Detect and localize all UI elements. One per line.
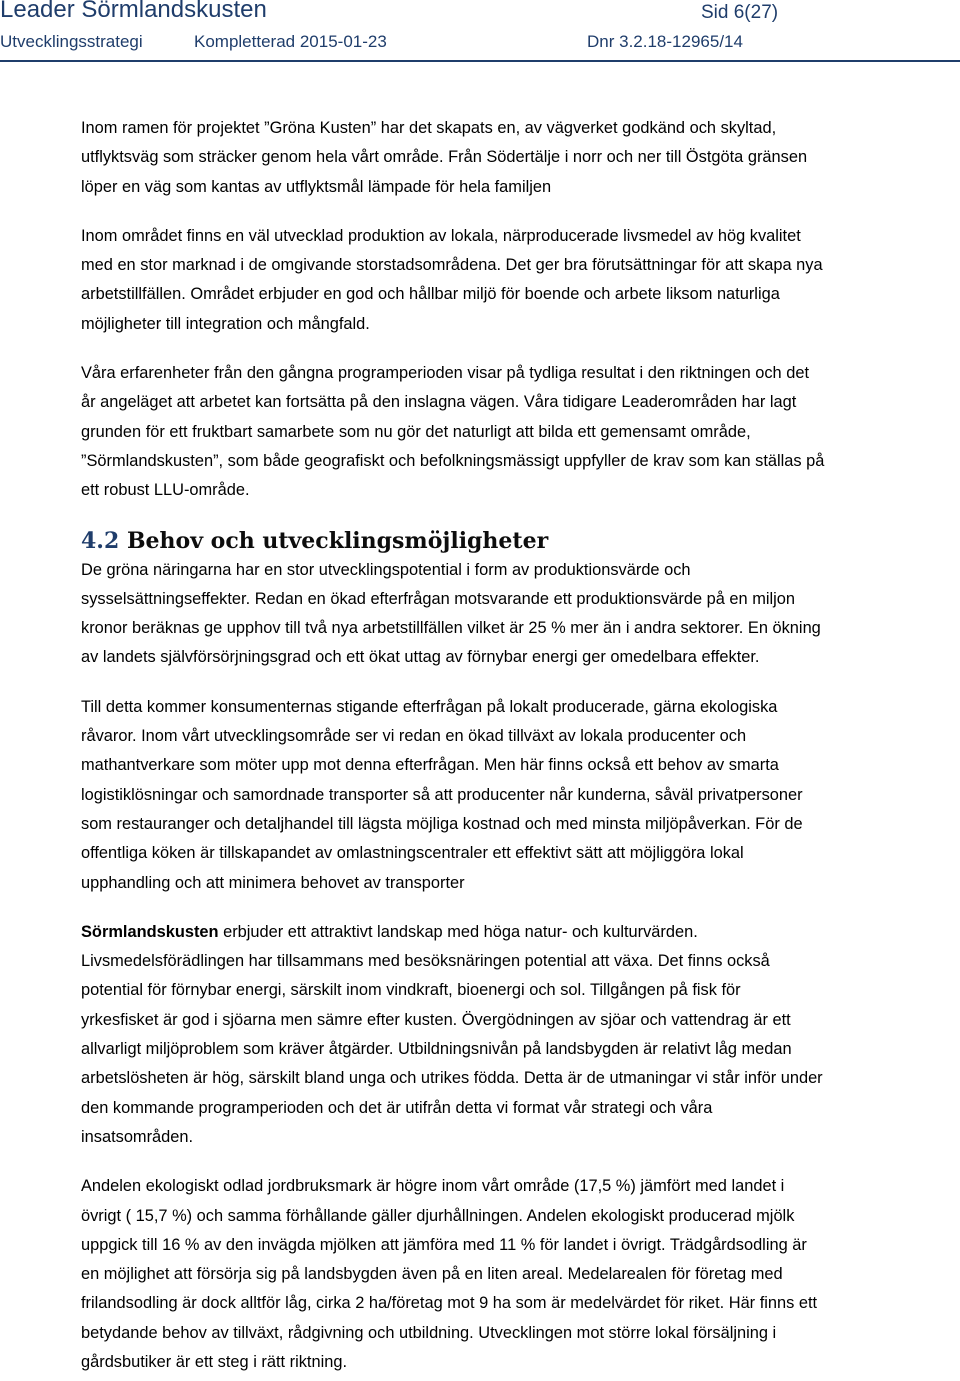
document-title: Leader Sörmlandskusten bbox=[0, 0, 267, 23]
section-title: Behov och utvecklingsmöjligheter bbox=[119, 527, 549, 554]
paragraph-organic-farming: Andelen ekologiskt odlad jordbruksmark är högre inom vårt område (17,5 %) jämfört med landet i övrigt ( 15,7 %) och samma förhållande gäller djurhållningen. Andelen ekologiskt producerad mjölk uppgick till 16 % av den invägda mjölken att jämföra med 11 % för landet i övrigt. Trädgårdsodling är en möjlighet att försörja sig på landsbygden även på en liten areal. Medelarealen för företag med frilandsodling är dock alltför låg, cirka 2 ha/företag mot 9 ha som är medelvärdet för riket. Här finns ett betydande behov av tillväxt, rådgivning och utbildning. Utvecklingen mot större lokal försäljning i gårdsbutiker är ett steg i rätt riktning. bbox=[81, 1177, 818, 1371]
page-number: Sid 6(27) bbox=[701, 2, 779, 23]
paragraph-gröna-kusten: Inom ramen för projektet ”Gröna Kusten” har det skapats en, av vägverket godkänd och skyltad, utflyktsväg som sträcker genom hela vårt område. Från Södertälje i norr och ner till Östgöta gränsen löper en väg som kantas av utflyktsmål lämpade för hela familjen bbox=[81, 119, 808, 196]
section-heading bbox=[81, 526, 960, 556]
paragraph-production: Inom området finns en väl utvecklad produktion av lokala, närproducerade livsmedel av hög kvalitet med en stor marknad i de omgivande storstadsområdena. Det ger bra förutsättningar för att skapa nya arbetstillfällen. Området erbjuder en god och hållbar miljö för boende och arbete liksom naturliga möjligheter till integration och mångfald. bbox=[81, 226, 823, 333]
page-header bbox=[0, 0, 960, 62]
reference-number: Dnr 3.2.18-12965/14 bbox=[587, 32, 743, 51]
paragraph-experience: Våra erfarenheter från den gångna programperioden visar på tydliga resultat i den riktningen och det år angeläget att arbetet kan fortsätta på den inslagna vägen. Våra tidigare Leaderområden har lagt grunden för ett fruktbart samarbete som nu gör det naturligt att bilda ett gemensamt område, ”Sörmlandskusten”, som både geografiskt och befolkningsmässigt uppfyller de krav som kan ställas på ett robust LLU-område. bbox=[81, 364, 825, 500]
header-rule bbox=[0, 60, 960, 62]
document-body bbox=[81, 114, 960, 1377]
paragraph-sormlandskusten bbox=[81, 918, 960, 1152]
paragraph-sormlandskusten-text: erbjuder ett attraktivt landskap med höga natur- och kulturvärden. Livsmedelsförädlingen har tillsammans med besöksnäringen potential att växa. Det finns också potential för förnybar energi, särskilt inom vindkraft, bioenergi och sol. Tillgången på fisk för yrkesfisket är god i sjöarna men sämre efter kusten. Övergödningen av sjöar och vattendrag är ett allvarligt miljöproblem som kräver åtgärder. Utbildningsnivån på landsbygden är relativt låg medan arbetslösheten är hög, särskilt bland unga och utrikes födda. Detta är de utmaningar vi står inför under den kommande programperioden och det är utifrån detta vi format vår strategi och våra insatsområden. bbox=[81, 922, 823, 1146]
document-type: Utvecklingsstrategi bbox=[0, 32, 143, 51]
bold-area-name: Sörmlandskusten bbox=[81, 922, 219, 941]
section-number: 4.2 bbox=[81, 527, 120, 554]
revision-date: Kompletterad 2015-01-23 bbox=[194, 32, 387, 51]
paragraph-green-industries: De gröna näringarna har en stor utvecklingspotential i form av produktionsvärde och sysselsättningseffekter. Redan en ökad efterfrågan motsvarande ett produktionsvärde på en miljon kronor beräknas ge upphov till två nya arbetstillfällen vilket är 25 % mer än i andra sektorer. En ökning av landets självförsörjningsgrad och ett ökat uttag av förnybar energi ger omedelbara effekter. bbox=[81, 560, 821, 667]
paragraph-consumer-demand: Till detta kommer konsumenternas stigande efterfrågan på lokalt producerade, gärna ekologiska råvaror. Inom vårt utvecklingsområde ser vi redan en ökad tillväxt av lokala producenter och mathantverkare som möter upp mot denna efterfrågan. Men här finns också ett behov av smarta logistiklösningar och samordnade transporter så att producenter når kunderna, såväl privatpersoner som restauranger och detaljhandel till lägsta möjliga kostnad och med minsta miljöpåverkan. För de offentliga köken är tillskapandet av omlastningscentraler ett effektivt sätt att möjliggöra lokal upphandling och att minimera behovet av transporter bbox=[81, 697, 803, 892]
